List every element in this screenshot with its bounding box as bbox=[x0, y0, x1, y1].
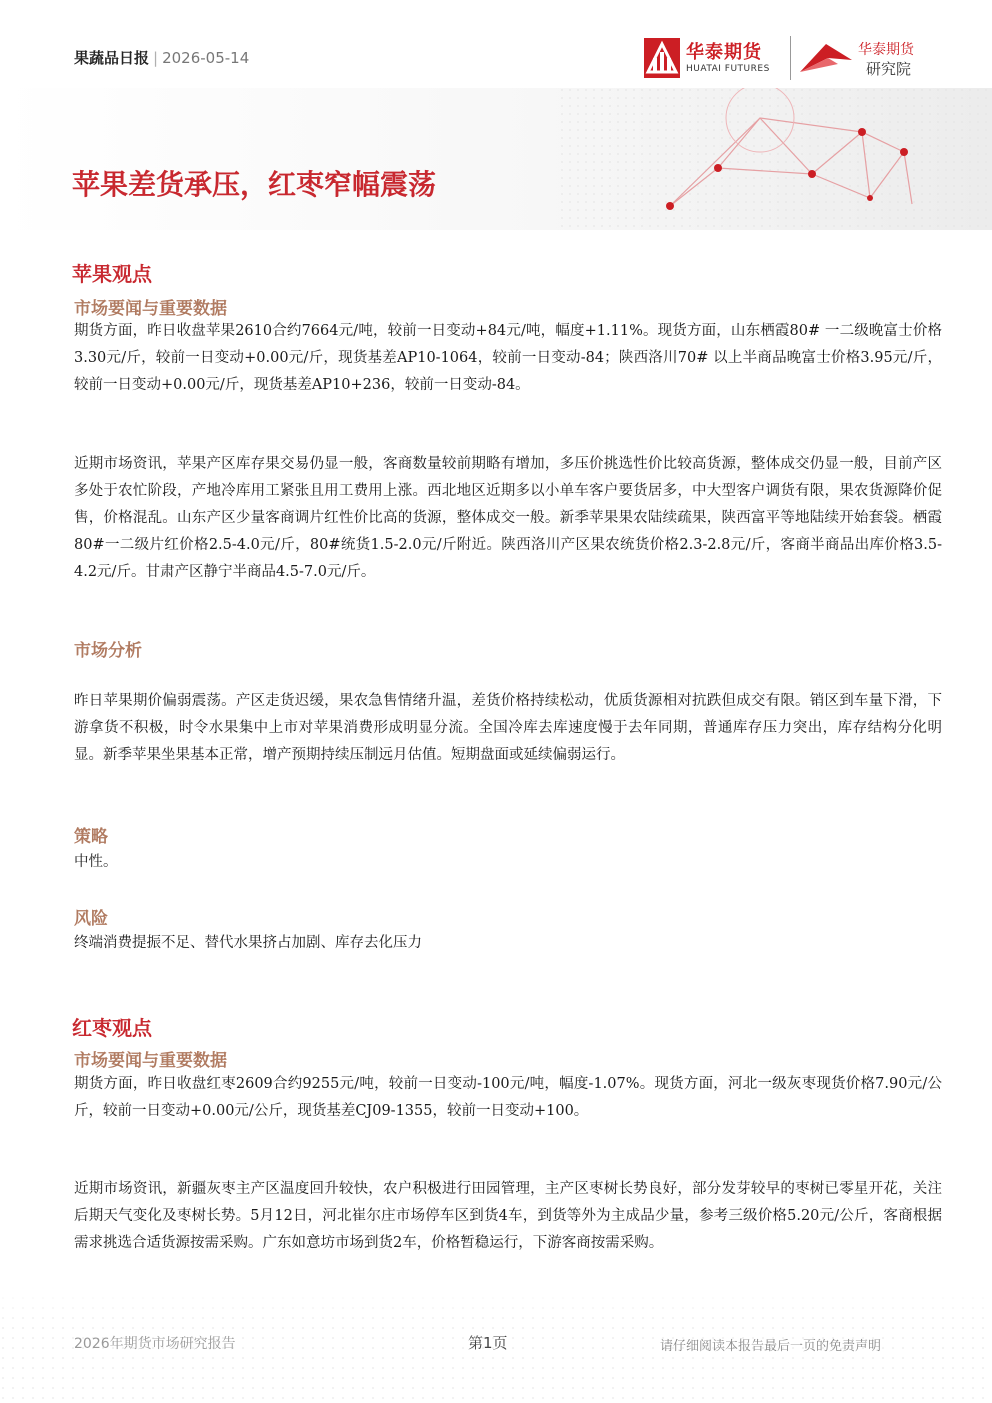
institute-name-line1: 华泰期货 bbox=[858, 42, 914, 58]
footer-report-name: 2026年期货市场研究报告 bbox=[74, 1336, 236, 1352]
apple-news-paragraph-1: 期货方面，昨日收盘苹果2610合约7664元/吨，较前一日变动+84元/吨，幅度+1.11%。现货方面，山东栖霞80# 一二级晚富士价格3.30元/斤，较前一日变动+0.00元/斤，现货基差AP10-1064，较前一日变动-84；陕西洛川70# 以上半商品晚富士价格3.95元/斤，较前一日变动+0.00元/斤，现货基差AP10+236，较前一日变动-84。 bbox=[74, 323, 942, 393]
logo-en-text: HUATAI FUTURES bbox=[686, 64, 770, 74]
page-title: 苹果差货承压，红枣窄幅震荡 bbox=[72, 168, 437, 201]
apple-strategy-heading: 策略 bbox=[74, 827, 108, 847]
header-separator: | bbox=[153, 49, 159, 67]
logo-cn-text: 华泰期货 bbox=[686, 42, 762, 63]
apple-analysis-paragraph: 昨日苹果期价偏弱震荡。产区走货迟缓，果农急售情绪升温，差货价格持续松动，优质货源相对抗跌但成交有限。销区到车量下滑，下游拿货不积极，时令水果集中上市对苹果消费形成明显分流。全国冷库去库速度慢于去年同期，普通库存压力突出，库存结构分化明显。新季苹果坐果基本正常，增产预期持续压制远月估值。短期盘面或延续偏弱运行。 bbox=[74, 693, 942, 763]
report-header bbox=[74, 47, 249, 68]
header-banner-graphic bbox=[0, 88, 992, 230]
apple-risk-heading: 风险 bbox=[74, 909, 108, 929]
apple-news-paragraph-2: 近期市场资讯，苹果产区库存果交易仍显一般，客商数量较前期略有增加，多压价挑选性价比较高货源，整体成交仍显一般，目前产区多处于农忙阶段，产地冷库用工紧张且用工费用上涨。西北地区近期多以小单车客户要货居多，中大型客户调货有限，果农货源降价促售，价格混乱。山东产区少量客商调片红性价比高的货源，整体成交一般。新季苹果果农陆续疏果，陕西富平等地陆续开始套袋。栖霞80#一二级片红价格2.5-4.0元/斤，80#统货1.5-2.0元/斤附近。陕西洛川产区果农统货价格2.3-2.8元/斤，客商半商品出库价格3.5-4.2元/斤。甘肃产区静宁半商品4.5-7.0元/斤。 bbox=[74, 456, 942, 580]
page-number: 第1页 bbox=[468, 1334, 508, 1352]
institute-name-line2: 研究院 bbox=[866, 60, 912, 78]
report-date: 2026-05-14 bbox=[162, 49, 250, 67]
apple-risk-paragraph: 终端消费提振不足、替代水果挤占加剧、库存去化压力 bbox=[74, 935, 422, 951]
jujube-section-heading: 红枣观点 bbox=[72, 1016, 152, 1040]
logo-divider bbox=[790, 36, 791, 80]
report-type: 果蔬品日报 bbox=[74, 49, 150, 67]
research-institute-logo-icon bbox=[798, 40, 854, 76]
footer-disclaimer: 请仔细阅读本报告最后一页的免责声明 bbox=[660, 1339, 882, 1354]
company-logo bbox=[644, 36, 924, 82]
huatai-logo-icon bbox=[644, 38, 680, 78]
apple-analysis-heading: 市场分析 bbox=[74, 641, 142, 661]
apple-section-heading: 苹果观点 bbox=[72, 262, 152, 286]
jujube-news-paragraph-2: 近期市场资讯，新疆灰枣主产区温度回升较快，农户积极进行田园管理，主产区枣树长势良好，部分发芽较早的枣树已零星开花，关注后期天气变化及枣树长势。5月12日，河北崔尔庄市场停车区到货4车，到货等外为主成品少量，参考三级价格5.20元/公斤，客商根据需求挑选合适货源按需采购。广东如意坊市场到货2车，价格暂稳运行，下游客商按需采购。 bbox=[74, 1181, 942, 1251]
apple-news-heading: 市场要闻与重要数据 bbox=[74, 299, 227, 319]
apple-strategy-paragraph: 中性。 bbox=[74, 854, 118, 870]
jujube-news-paragraph-1: 期货方面，昨日收盘红枣2609合约9255元/吨，较前一日变动-100元/吨，幅度-1.07%。现货方面，河北一级灰枣现货价格7.90元/公斤，较前一日变动+0.00元/公斤，现货基差CJ09-1355，较前一日变动+100。 bbox=[74, 1076, 942, 1119]
jujube-news-heading: 市场要闻与重要数据 bbox=[74, 1051, 227, 1071]
